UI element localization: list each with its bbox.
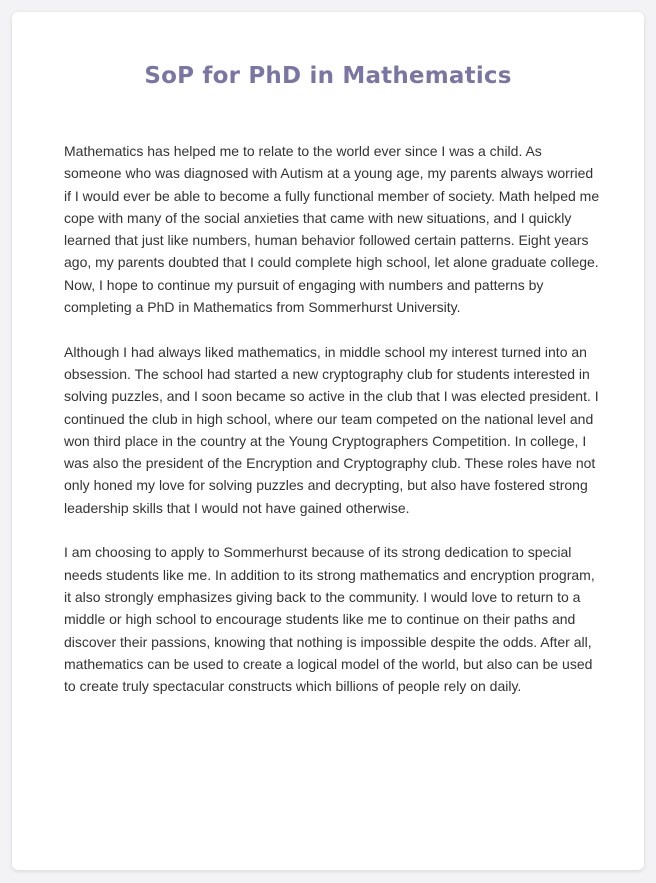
paragraph-3: I am choosing to apply to Sommerhurst because of its strong dedication to special needs students like me. In addition to its strong mathematics and encryption program, it also strongly emphasizes giving back to the community. I would love to return to a middle or high school to encourage students like me to continue on their paths and discover their passions, knowing that nothing is impossible despite the odds. After all, mathematics can be used to create a logical model of the world, but also can be used to create truly spectacular constructs which billions of people rely on daily. (64, 544, 595, 695)
paragraph-1: Mathematics has helped me to relate to the world ever since I was a child. As someone who was diagnosed with Autism at a young age, my parents always worried if I would ever be able to become a fully functional member of society. Math helped me cope with many of the social anxieties that came with new situations, and I quickly learned that just like numbers, human behavior followed certain patterns. Eight years ago, my parents doubted that I could complete high school, let alone graduate college. Now, I hope to continue my pursuit of engaging with numbers and patterns by completing a PhD in Mathematics from Sommerhurst University. (64, 143, 600, 316)
document-body (64, 140, 600, 720)
document-page (12, 12, 644, 870)
paragraph-2: Although I had always liked mathematics, in middle school my interest turned into an obsession. The school had started a new cryptography club for students interested in solving puzzles, and I soon became so active in the club that I was elected president. I continued the club in high school, where our team competed on the national level and won third place in the country at the Young Cryptographers Competition. In college, I was also the president of the Encryption and Cryptography club. These roles have not only honed my love for solving puzzles and decrypting, but also have fostered strong leadership skills that I would not have gained otherwise. (64, 343, 599, 516)
document-title: SoP for PhD in Mathematics (144, 63, 512, 89)
